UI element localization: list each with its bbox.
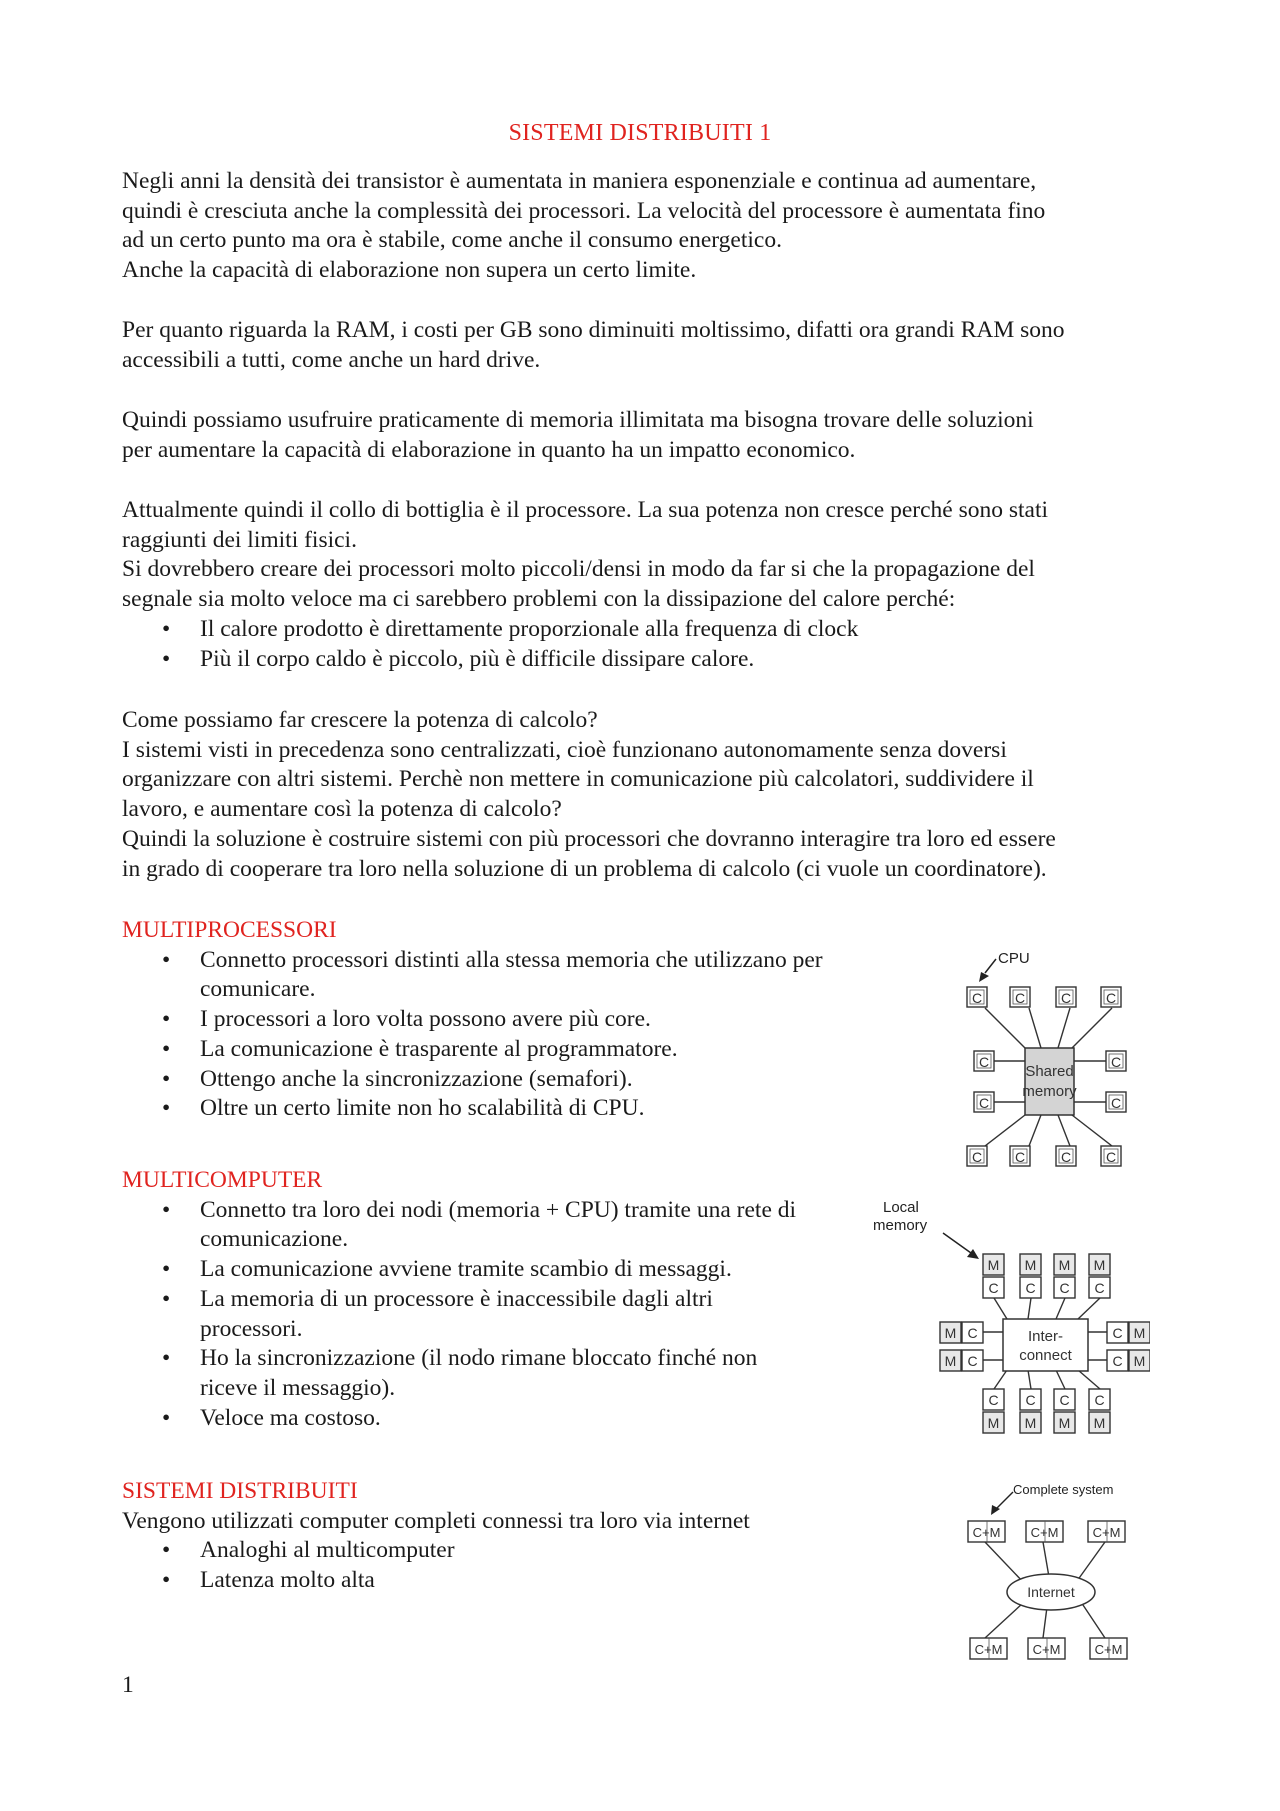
bullet-text: Più il corpo caldo è piccolo, più è difficile dissipare calore. [200,645,755,672]
text-line: ad un certo punto ma ora è stabile, come anche il consumo energetico. [122,227,782,254]
bullet-glyph: • [162,1537,171,1564]
multicomputer-diagram [870,1193,1150,1455]
bullet-text: Il calore prodotto è direttamente proporzionale alla frequenza di clock [200,615,859,642]
bullet-item [122,1536,750,1566]
bottleneck-paragraph [122,496,1048,674]
text-line: raggiunti dei limiti fisici. [122,526,357,553]
text-line: Attualmente quindi il collo di bottiglia è il processore. La sua potenza non cresce perché sono stati [122,497,1049,523]
cpu-node: C [1105,1149,1117,1165]
bullet-item [122,1035,823,1065]
cpu-node: C [967,1353,978,1369]
text-line: segnale sia molto veloce ma ci sarebbero problemi con la dissipazione del calore perché: [122,586,956,613]
cpu-node: C [971,990,983,1006]
bullet-glyph: • [162,1404,171,1431]
computer-node: C+M [1094,1642,1123,1657]
cpu-node: C [1025,1392,1036,1408]
bullet-glyph: • [162,1035,171,1062]
computer-node: C+M [972,1525,1001,1540]
cpu-node: C [967,1325,978,1341]
computer-node: C+M [1030,1525,1059,1540]
bullet-glyph: • [162,645,171,672]
bullet-item [122,1285,796,1344]
cpu-node: C [988,1280,999,1296]
bullet-item [122,645,1048,675]
bullet-text: La comunicazione avviene tramite scambio di messaggi. [200,1256,732,1283]
bullet-item [122,946,823,1005]
memory-node: M [987,1415,1000,1431]
distributed-system-diagram [955,1478,1155,1668]
memory-node: M [1024,1257,1037,1273]
bullet-glyph: • [162,615,171,642]
bullet-text: La comunicazione è trasparente al programmatore. [200,1035,678,1062]
bullet-text: Connetto tra loro dei nodi (memoria + CPU) tramite una rete di [200,1196,797,1223]
bullet-glyph: • [162,1095,171,1122]
text-line: lavoro, e aumentare così la potenza di calcolo? [122,796,562,823]
memory-node: M [944,1325,957,1341]
bullet-item [122,1566,750,1596]
ram-paragraph [122,316,1065,375]
cpu-node: C [1059,1280,1070,1296]
cpu-node: C [1060,990,1072,1006]
cpu-node: C [1094,1280,1105,1296]
text-line: Vengono utilizzati computer completi connessi tra loro via internet [122,1507,750,1534]
text-line: organizzare con altri sistemi. Perchè non mettere in comunicazione più calcolatori, suddividere il [122,766,1034,793]
memory-paragraph [122,406,1034,465]
bullet-item [122,1005,823,1035]
section-heading: SISTEMI DISTRIBUITI [122,1478,358,1504]
cpu-node: C [1094,1392,1105,1408]
cpu-node: C [1112,1353,1123,1369]
distribuiti-section [122,1477,750,1596]
page-number: 1 [122,1672,134,1698]
bullet-text: Ottengo anche la sincronizzazione (semafori). [200,1065,633,1092]
text-line: in grado di cooperare tra loro nella soluzione di un problema di calcolo (ci vuole un coordinatore). [122,855,1047,882]
memory-node: M [1093,1257,1106,1273]
bullet-text: riceve il messaggio). [200,1374,396,1401]
text-line: accessibili a tutti, come anche un hard drive. [122,346,541,373]
bullet-glyph: • [162,1285,171,1312]
bullet-glyph: • [162,1567,171,1594]
multicomputer-section [122,1166,796,1433]
memory-node: M [1058,1257,1071,1273]
text-line: Si dovrebbero creare dei processori molto piccoli/densi in modo da far si che la propagazione del [122,556,1035,583]
bullet-item [122,615,1048,645]
text-line: Quindi possiamo usufruire praticamente di memoria illimitata ma bisogna trovare delle soluzioni [122,407,1034,433]
cpu-node: C [1105,990,1117,1006]
bullet-glyph: • [162,1345,171,1372]
bullet-text: comunicazione. [200,1226,349,1253]
bullet-item [122,1404,796,1434]
cpu-node: C [988,1392,999,1408]
cpu-node: C [971,1149,983,1165]
interconnect-label-1: Inter- [1027,1328,1064,1345]
memory-node: M [1133,1353,1146,1369]
bullet-item [122,1094,823,1124]
bullet-text: Connetto processori distinti alla stessa memoria che utilizzano per [200,946,823,973]
cpu-label: CPU [998,950,1030,967]
text-line: per aumentare la capacità di elaborazione in quanto ha un impatto economico. [122,436,856,463]
bullet-text: Analoghi al multicomputer [200,1537,455,1564]
text-line: quindi è cresciuta anche la complessità dei processori. La velocità del processore è aumentata fino [122,197,1046,224]
bullet-text: Oltre un certo limite non ho scalabilità di CPU. [200,1095,645,1122]
complete-system-label: Complete system [1013,1482,1114,1497]
bullet-glyph: • [162,1256,171,1283]
cpu-node: C [1110,1095,1122,1111]
text-line: Anche la capacità di elaborazione non supera un certo limite. [122,257,697,284]
bullet-glyph: • [162,946,171,973]
memory-node: M [1093,1415,1106,1431]
cpu-node: C [978,1095,990,1111]
bullet-text: La memoria di un processore è inaccessibile dagli altri [200,1285,713,1312]
bullet-text: processori. [200,1315,303,1342]
bullet-text: Latenza molto alta [200,1567,375,1594]
local-memory-label-2: memory [873,1217,928,1234]
text-line: Come possiamo far crescere la potenza di calcolo? [122,707,598,733]
section-heading: MULTIPROCESSORI [122,917,337,943]
text-line: I sistemi visti in precedenza sono centralizzati, cioè funzionano autonomamente senza doversi [122,736,1007,763]
bullet-glyph: • [162,1006,171,1033]
bullet-text: I processori a loro volta possono avere più core. [200,1006,651,1033]
cpu-node: C [1059,1392,1070,1408]
memory-node: M [1133,1325,1146,1341]
computer-node: C+M [1092,1525,1121,1540]
interconnect-label-2: connect [1019,1347,1072,1364]
bullet-item [122,1255,796,1285]
bullet-text: comunicare. [200,976,316,1003]
intro-paragraph [122,167,1045,286]
text-line: Per quanto riguarda la RAM, i costi per GB sono diminuiti moltissimo, difatti ora grandi RAM sono [122,317,1065,343]
cpu-node: C [1025,1280,1036,1296]
bullet-glyph: • [162,1196,171,1223]
bullet-text: Ho la sincronizzazione (il nodo rimane bloccato finché non [200,1345,758,1372]
text-line: Negli anni la densità dei transistor è aumentata in maniera esponenziale e continua ad aumentare, [122,168,1037,194]
shared-memory-label-2: memory [1022,1083,1077,1100]
shared-memory-label-1: Shared [1025,1063,1074,1080]
cpu-node: C [1014,990,1026,1006]
shared-memory-diagram [955,945,1155,1167]
local-memory-label-1: Local [883,1199,919,1216]
page-title: SISTEMI DISTRIBUITI 1 [508,120,772,146]
bullet-item [122,1344,796,1403]
cpu-node: C [1060,1149,1072,1165]
internet-label: Internet [1027,1584,1075,1600]
cpu-node: C [1112,1325,1123,1341]
multiprocessori-section [122,916,823,1124]
bullet-item [122,1196,796,1255]
memory-node: M [1024,1415,1037,1431]
memory-node: M [944,1353,957,1369]
cpu-node: C [978,1054,990,1070]
section-heading: MULTICOMPUTER [122,1167,323,1193]
computer-node: C+M [1032,1642,1061,1657]
cpu-node: C [1014,1149,1026,1165]
bullet-item [122,1065,823,1095]
text-line: Quindi la soluzione è costruire sistemi con più processori che dovranno interagire tra loro ed essere [122,825,1056,852]
memory-node: M [987,1257,1000,1273]
bullet-glyph: • [162,1065,171,1092]
computer-node: C+M [974,1642,1003,1657]
memory-node: M [1058,1415,1071,1431]
cpu-node: C [1110,1054,1122,1070]
growth-paragraph [122,706,1056,884]
bullet-text: Veloce ma costoso. [200,1404,381,1431]
